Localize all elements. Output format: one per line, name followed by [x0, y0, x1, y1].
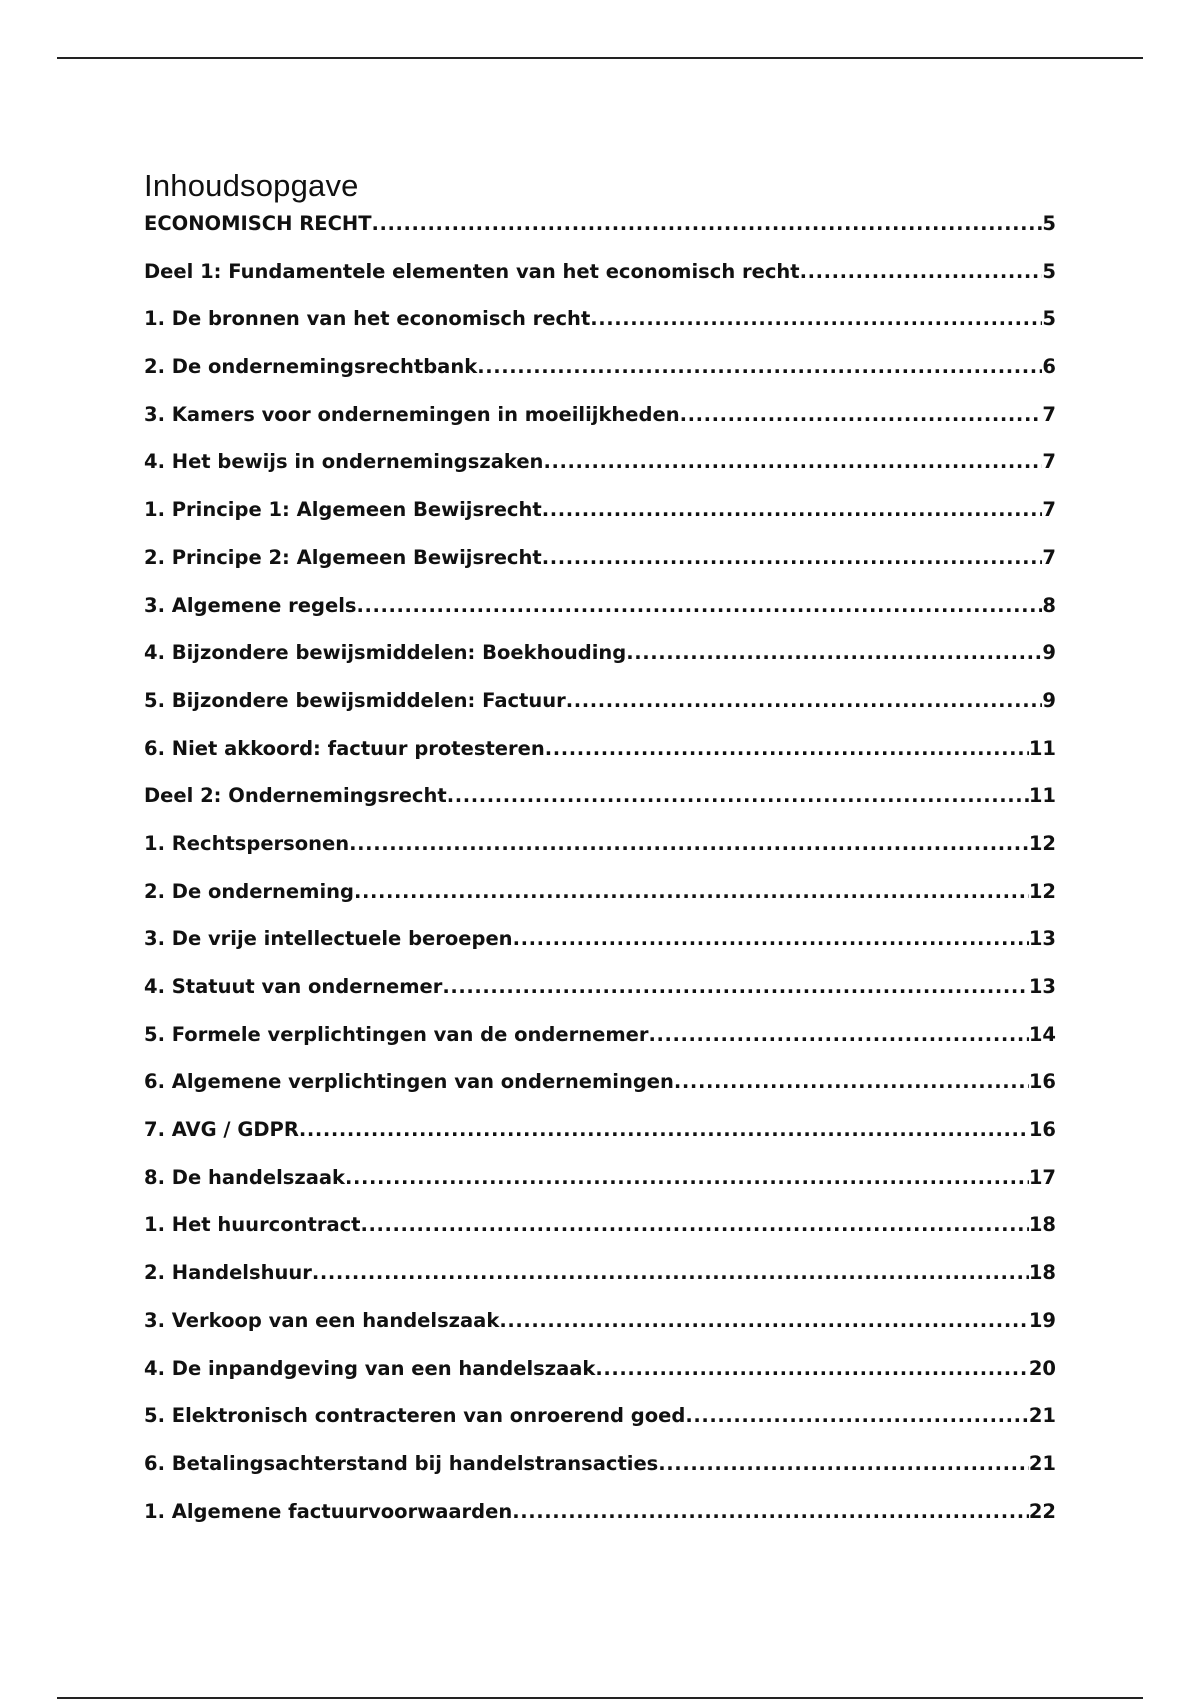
toc-page-number: 21 [1028, 1451, 1056, 1475]
toc-entry-text: 8. De handelszaak [144, 1165, 345, 1189]
toc-page-number: 11 [1028, 736, 1056, 760]
toc-page-number: 12 [1028, 831, 1056, 855]
toc-entry[interactable] [144, 1309, 1056, 1357]
toc-dot-leader [345, 1166, 1029, 1189]
toc-dot-leader [356, 594, 1042, 617]
toc-page-number: 5 [1042, 307, 1056, 331]
toc-entry-text: 4. Statuut van ondernemer [144, 975, 443, 998]
toc-page-number: 5 [1042, 212, 1056, 235]
toc-dot-leader [512, 1500, 1029, 1523]
toc-page-number: 7 [1042, 545, 1056, 569]
toc-dot-leader [542, 546, 1043, 569]
toc-page-number: 14 [1028, 1022, 1056, 1046]
toc-dot-leader [447, 784, 1029, 807]
toc-page-number: 6 [1042, 355, 1056, 379]
toc-entry[interactable] [144, 307, 1056, 355]
toc-list [144, 212, 1056, 1547]
toc-entry[interactable] [144, 927, 1056, 975]
toc-entry[interactable] [144, 880, 1056, 928]
toc-dot-leader [477, 355, 1042, 378]
toc-page-number: 7 [1042, 498, 1056, 522]
toc-page-number: 18 [1028, 1213, 1056, 1237]
toc-dot-leader [566, 689, 1043, 712]
toc-dot-leader [595, 1357, 1028, 1380]
toc-page-number: 18 [1028, 1261, 1056, 1285]
toc-dot-leader [658, 1452, 1029, 1475]
toc-entry-text: 1. Rechtspersonen [144, 831, 350, 855]
toc-page-number: 20 [1028, 1356, 1056, 1380]
toc-entry[interactable] [144, 641, 1056, 689]
table-of-contents [144, 160, 1056, 1547]
toc-entry[interactable] [144, 1452, 1056, 1500]
toc-dot-leader [442, 975, 1028, 998]
toc-entry[interactable] [144, 546, 1056, 594]
toc-page-number: 17 [1028, 1165, 1056, 1189]
toc-dot-leader [800, 260, 1043, 283]
toc-entry-text: 1. Algemene factuurvoorwaarden [144, 1499, 513, 1523]
toc-page-number: 21 [1028, 1404, 1056, 1428]
toc-entry[interactable] [144, 212, 1056, 260]
toc-dot-leader [372, 212, 1043, 235]
toc-entry-text: 3. Algemene regels [144, 593, 357, 617]
toc-entry[interactable] [144, 260, 1056, 308]
toc-entry[interactable] [144, 450, 1056, 498]
toc-entry[interactable] [144, 737, 1056, 785]
toc-dot-leader [685, 1404, 1029, 1427]
toc-page-number: 13 [1028, 927, 1056, 951]
toc-entry[interactable] [144, 689, 1056, 737]
toc-entry[interactable] [144, 403, 1056, 451]
toc-dot-leader [590, 307, 1042, 330]
toc-entry-text: 1. De bronnen van het economisch recht [144, 307, 591, 331]
toc-dot-leader [299, 1118, 1029, 1141]
toc-dot-leader [545, 737, 1029, 760]
toc-entry[interactable] [144, 832, 1056, 880]
toc-entry[interactable] [144, 1166, 1056, 1214]
toc-entry-text: 4. Bijzondere bewijsmiddelen: Boekhouding [144, 641, 627, 665]
toc-entry-text: 3. Verkoop van een handelszaak [144, 1308, 500, 1332]
toc-entry-text: 5. Elektronisch contracteren van onroerend goed [144, 1404, 686, 1428]
toc-title: Inhoudsopgave [144, 168, 359, 203]
toc-entry[interactable] [144, 355, 1056, 403]
toc-entry[interactable] [144, 1357, 1056, 1405]
toc-dot-leader [648, 1023, 1028, 1046]
toc-dot-leader [513, 927, 1029, 950]
toc-dot-leader [674, 1070, 1029, 1093]
toc-entry-text: ECONOMISCH RECHT [144, 212, 372, 235]
toc-entry[interactable] [144, 784, 1056, 832]
toc-entry[interactable] [144, 1118, 1056, 1166]
toc-entry-text: 2. Principe 2: Algemeen Bewijsrecht [144, 545, 542, 569]
toc-entry-text: 1. Principe 1: Algemeen Bewijsrecht [144, 498, 542, 522]
toc-page-number: 22 [1028, 1499, 1056, 1523]
toc-dot-leader [354, 880, 1029, 903]
toc-entry-text: 5. Bijzondere bewijsmiddelen: Factuur [144, 688, 566, 712]
toc-entry[interactable] [144, 1261, 1056, 1309]
toc-entry-text: 2. Handelshuur [144, 1261, 312, 1285]
toc-page-number: 12 [1028, 879, 1056, 903]
toc-page-number: 13 [1028, 975, 1056, 998]
toc-dot-leader [542, 498, 1043, 521]
toc-page-number: 19 [1028, 1308, 1056, 1332]
toc-entry-text: Deel 1: Fundamentele elementen van het economisch recht [144, 259, 800, 283]
toc-entry[interactable] [144, 975, 1056, 1023]
toc-dot-leader [312, 1261, 1029, 1284]
toc-page-number: 9 [1042, 641, 1056, 665]
toc-dot-leader [349, 832, 1029, 855]
toc-entry-text: 5. Formele verplichtingen van de ondernemer [144, 1022, 649, 1046]
toc-entry-text: 6. Niet akkoord: factuur protesteren [144, 736, 545, 760]
toc-page-number: 7 [1042, 402, 1056, 426]
toc-entry-text: 4. Het bewijs in ondernemingszaken [144, 450, 544, 474]
toc-entry[interactable] [144, 1404, 1056, 1452]
toc-page-number: 16 [1028, 1118, 1056, 1142]
toc-dot-leader [543, 450, 1042, 473]
toc-entry-text: 6. Algemene verplichtingen van ondernemingen [144, 1070, 674, 1094]
toc-entry[interactable] [144, 1500, 1056, 1548]
toc-entry[interactable] [144, 594, 1056, 642]
footer-rule [57, 1697, 1143, 1699]
toc-entry-text: 3. De vrije intellectuele beroepen [144, 927, 513, 951]
header-rule [57, 57, 1143, 59]
toc-dot-leader [680, 403, 1043, 426]
toc-entry[interactable] [144, 1213, 1056, 1261]
toc-page-number: 11 [1028, 784, 1056, 808]
toc-entry-text: 1. Het huurcontract [144, 1213, 361, 1237]
toc-page-number: 5 [1042, 259, 1056, 283]
toc-page-number: 7 [1042, 450, 1056, 474]
toc-dot-leader [626, 641, 1042, 664]
toc-entry[interactable] [144, 1023, 1056, 1071]
toc-entry-text: 4. De inpandgeving van een handelszaak [144, 1356, 596, 1380]
toc-entry[interactable] [144, 1070, 1056, 1118]
toc-entry-text: 2. De onderneming [144, 879, 354, 903]
toc-dot-leader [499, 1309, 1029, 1332]
toc-entry-text: 6. Betalingsachterstand bij handelstransacties [144, 1451, 659, 1475]
toc-entry-text: Deel 2: Ondernemingsrecht [144, 784, 447, 808]
toc-page-number: 16 [1028, 1070, 1056, 1094]
toc-page-number: 8 [1042, 593, 1056, 617]
toc-dot-leader [361, 1213, 1029, 1236]
toc-entry-text: 3. Kamers voor ondernemingen in moeilijkheden [144, 402, 680, 426]
toc-entry[interactable] [144, 498, 1056, 546]
toc-page-number: 9 [1042, 688, 1056, 712]
toc-entry-text: 7. AVG / GDPR [144, 1118, 299, 1142]
toc-entry-text: 2. De ondernemingsrechtbank [144, 355, 478, 379]
